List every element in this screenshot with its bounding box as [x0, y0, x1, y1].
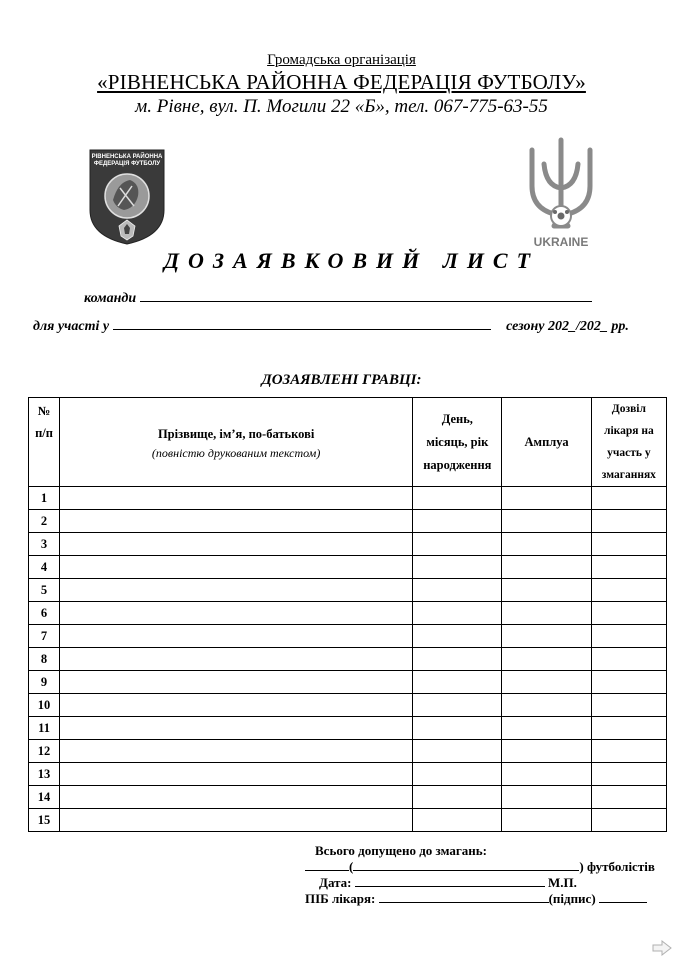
left-logo-text-line2: ФЕДЕРАЦІЯ ФУТБОЛУ — [93, 161, 161, 167]
row-number: 15 — [29, 809, 60, 832]
table-row — [29, 740, 667, 763]
table-row — [29, 763, 667, 786]
org-address: м. Рівне, вул. П. Могили 22 «Б», тел. 067-775-63-55 — [135, 96, 548, 117]
date-line[interactable] — [355, 875, 545, 887]
doctor-permission-cell[interactable] — [591, 510, 666, 533]
district-federation-logo — [88, 148, 166, 246]
players-table-body — [29, 487, 667, 832]
row-number: 10 — [29, 694, 60, 717]
table-row — [29, 625, 667, 648]
row-number: 9 — [29, 671, 60, 694]
team-input-line[interactable] — [140, 288, 592, 302]
row-number: 4 — [29, 556, 60, 579]
name-cell[interactable] — [60, 648, 413, 671]
birth-date-cell[interactable] — [413, 786, 502, 809]
position-cell[interactable] — [502, 533, 591, 556]
header-birth-date-line2: місяць, рік — [426, 434, 489, 449]
doctor-row — [305, 891, 647, 907]
birth-date-cell[interactable] — [413, 740, 502, 763]
document-title: ДОЗАЯВКОВИЙ ЛИСТ — [163, 248, 540, 273]
ukraine-trident-logo — [524, 136, 598, 252]
org-name: «РІВНЕНСЬКА РАЙОННА ФЕДЕРАЦІЯ ФУТБОЛУ» — [97, 70, 586, 94]
position-cell[interactable] — [502, 786, 591, 809]
name-cell[interactable] — [60, 510, 413, 533]
next-page-arrow-icon[interactable] — [652, 940, 672, 956]
table-row — [29, 602, 667, 625]
doctor-permission-cell[interactable] — [591, 556, 666, 579]
row-number: 11 — [29, 717, 60, 740]
name-cell[interactable] — [60, 671, 413, 694]
doctor-permission-cell[interactable] — [591, 786, 666, 809]
doctor-permission-cell[interactable] — [591, 487, 666, 510]
table-row — [29, 487, 667, 510]
row-number: 5 — [29, 579, 60, 602]
header-birth-date — [413, 398, 502, 487]
name-cell[interactable] — [60, 579, 413, 602]
participation-label: для участі у — [33, 319, 110, 334]
doctor-permission-cell[interactable] — [591, 717, 666, 740]
players-suffix: футболістів — [586, 859, 655, 874]
doctor-permission-cell[interactable] — [591, 602, 666, 625]
birth-date-cell[interactable] — [413, 602, 502, 625]
birth-date-cell[interactable] — [413, 809, 502, 832]
table-row — [29, 510, 667, 533]
competition-row — [33, 316, 629, 335]
position-cell[interactable] — [502, 717, 591, 740]
name-cell[interactable] — [60, 717, 413, 740]
position-cell[interactable] — [502, 556, 591, 579]
row-number: 3 — [29, 533, 60, 556]
table-row — [29, 717, 667, 740]
header-number — [29, 398, 60, 487]
birth-date-cell[interactable] — [413, 671, 502, 694]
doctor-permission-cell[interactable] — [591, 579, 666, 602]
players-heading: ДОЗАЯВЛЕНІ ГРАВЦІ: — [261, 372, 422, 388]
season-label: сезону 202_/202_ рр. — [506, 319, 629, 334]
position-cell[interactable] — [502, 740, 591, 763]
name-cell[interactable] — [60, 763, 413, 786]
row-number: 6 — [29, 602, 60, 625]
left-logo-text-line1: РІВНЕНСЬКА РАЙОННА — [91, 154, 163, 160]
doctor-label: ПІБ лікаря: — [305, 891, 376, 906]
table-row — [29, 556, 667, 579]
birth-date-cell[interactable] — [413, 579, 502, 602]
row-number: 12 — [29, 740, 60, 763]
row-number: 13 — [29, 763, 60, 786]
doctor-permission-cell[interactable] — [591, 625, 666, 648]
org-type: Громадська організація — [267, 52, 416, 68]
doctor-permission-cell[interactable] — [591, 809, 666, 832]
position-cell[interactable] — [502, 648, 591, 671]
header-doctor-line3: участь у — [607, 447, 651, 459]
team-label: команди — [84, 291, 137, 306]
birth-date-cell[interactable] — [413, 763, 502, 786]
name-cell[interactable] — [60, 487, 413, 510]
name-cell[interactable] — [60, 786, 413, 809]
doctor-permission-cell[interactable] — [591, 740, 666, 763]
close-paren: ) — [579, 859, 587, 874]
players-table — [28, 397, 667, 832]
header-full-name — [60, 398, 413, 487]
header-doctor-line2: лікаря на — [604, 425, 654, 437]
doctor-name-line[interactable] — [379, 891, 549, 903]
signature-label: (підпис) — [548, 891, 596, 906]
birth-date-cell[interactable] — [413, 694, 502, 717]
doctor-permission-cell[interactable] — [591, 533, 666, 556]
birth-date-cell[interactable] — [413, 533, 502, 556]
row-number: 8 — [29, 648, 60, 671]
birth-date-cell[interactable] — [413, 625, 502, 648]
date-row — [319, 875, 577, 891]
birth-date-cell[interactable] — [413, 510, 502, 533]
header-doctor-line1: Дозвіл — [611, 403, 646, 415]
position-cell[interactable] — [502, 763, 591, 786]
table-row — [29, 694, 667, 717]
header-birth-date-line3: народження — [423, 457, 492, 472]
birth-date-cell[interactable] — [413, 717, 502, 740]
position-cell[interactable] — [502, 487, 591, 510]
header-number-line1: № — [37, 404, 51, 418]
position-cell[interactable] — [502, 625, 591, 648]
competition-input-line[interactable] — [113, 316, 491, 330]
header-doctor-permission — [591, 398, 666, 487]
name-cell[interactable] — [60, 694, 413, 717]
date-label: Дата: — [319, 875, 352, 890]
signature-line[interactable] — [599, 891, 647, 903]
players-count-row — [305, 859, 655, 875]
doctor-permission-cell[interactable] — [591, 648, 666, 671]
doctor-permission-cell[interactable] — [591, 763, 666, 786]
table-row — [29, 579, 667, 602]
header-full-name-label: Прізвище, ім’я, по-батькові — [157, 427, 315, 441]
birth-date-cell[interactable] — [413, 487, 502, 510]
name-cell[interactable] — [60, 740, 413, 763]
position-cell[interactable] — [502, 694, 591, 717]
row-number: 1 — [29, 487, 60, 510]
right-logo-text: UKRAINE — [533, 235, 589, 249]
table-row — [29, 533, 667, 556]
position-cell[interactable] — [502, 510, 591, 533]
header-number-line2: п/п — [35, 426, 53, 440]
name-cell[interactable] — [60, 533, 413, 556]
birth-date-cell[interactable] — [413, 648, 502, 671]
name-cell[interactable] — [60, 556, 413, 579]
doctor-permission-cell[interactable] — [591, 694, 666, 717]
header-doctor-line4: змаганнях — [601, 469, 656, 481]
doctor-permission-cell[interactable] — [591, 671, 666, 694]
birth-date-cell[interactable] — [413, 556, 502, 579]
open-paren: ( — [349, 859, 354, 874]
name-cell[interactable] — [60, 625, 413, 648]
position-cell[interactable] — [502, 809, 591, 832]
row-number: 7 — [29, 625, 60, 648]
name-cell[interactable] — [60, 809, 413, 832]
position-cell[interactable] — [502, 579, 591, 602]
count-words-line[interactable] — [353, 859, 579, 871]
position-cell[interactable] — [502, 602, 591, 625]
table-row — [29, 786, 667, 809]
table-row — [29, 648, 667, 671]
header-position: Амплуа — [502, 398, 591, 487]
row-number: 14 — [29, 786, 60, 809]
name-cell[interactable] — [60, 602, 413, 625]
table-header-row — [29, 398, 667, 487]
table-row — [29, 671, 667, 694]
row-number: 2 — [29, 510, 60, 533]
position-cell[interactable] — [502, 671, 591, 694]
stamp-label: М.П. — [547, 875, 577, 890]
header-birth-date-line1: День, — [441, 411, 473, 426]
total-admitted-label: Всього допущено до змагань: — [315, 843, 487, 858]
header-full-name-note: (повністю друкованим текстом) — [151, 446, 321, 460]
count-digits-line[interactable] — [305, 859, 349, 871]
team-row — [84, 288, 592, 307]
table-row — [29, 809, 667, 832]
